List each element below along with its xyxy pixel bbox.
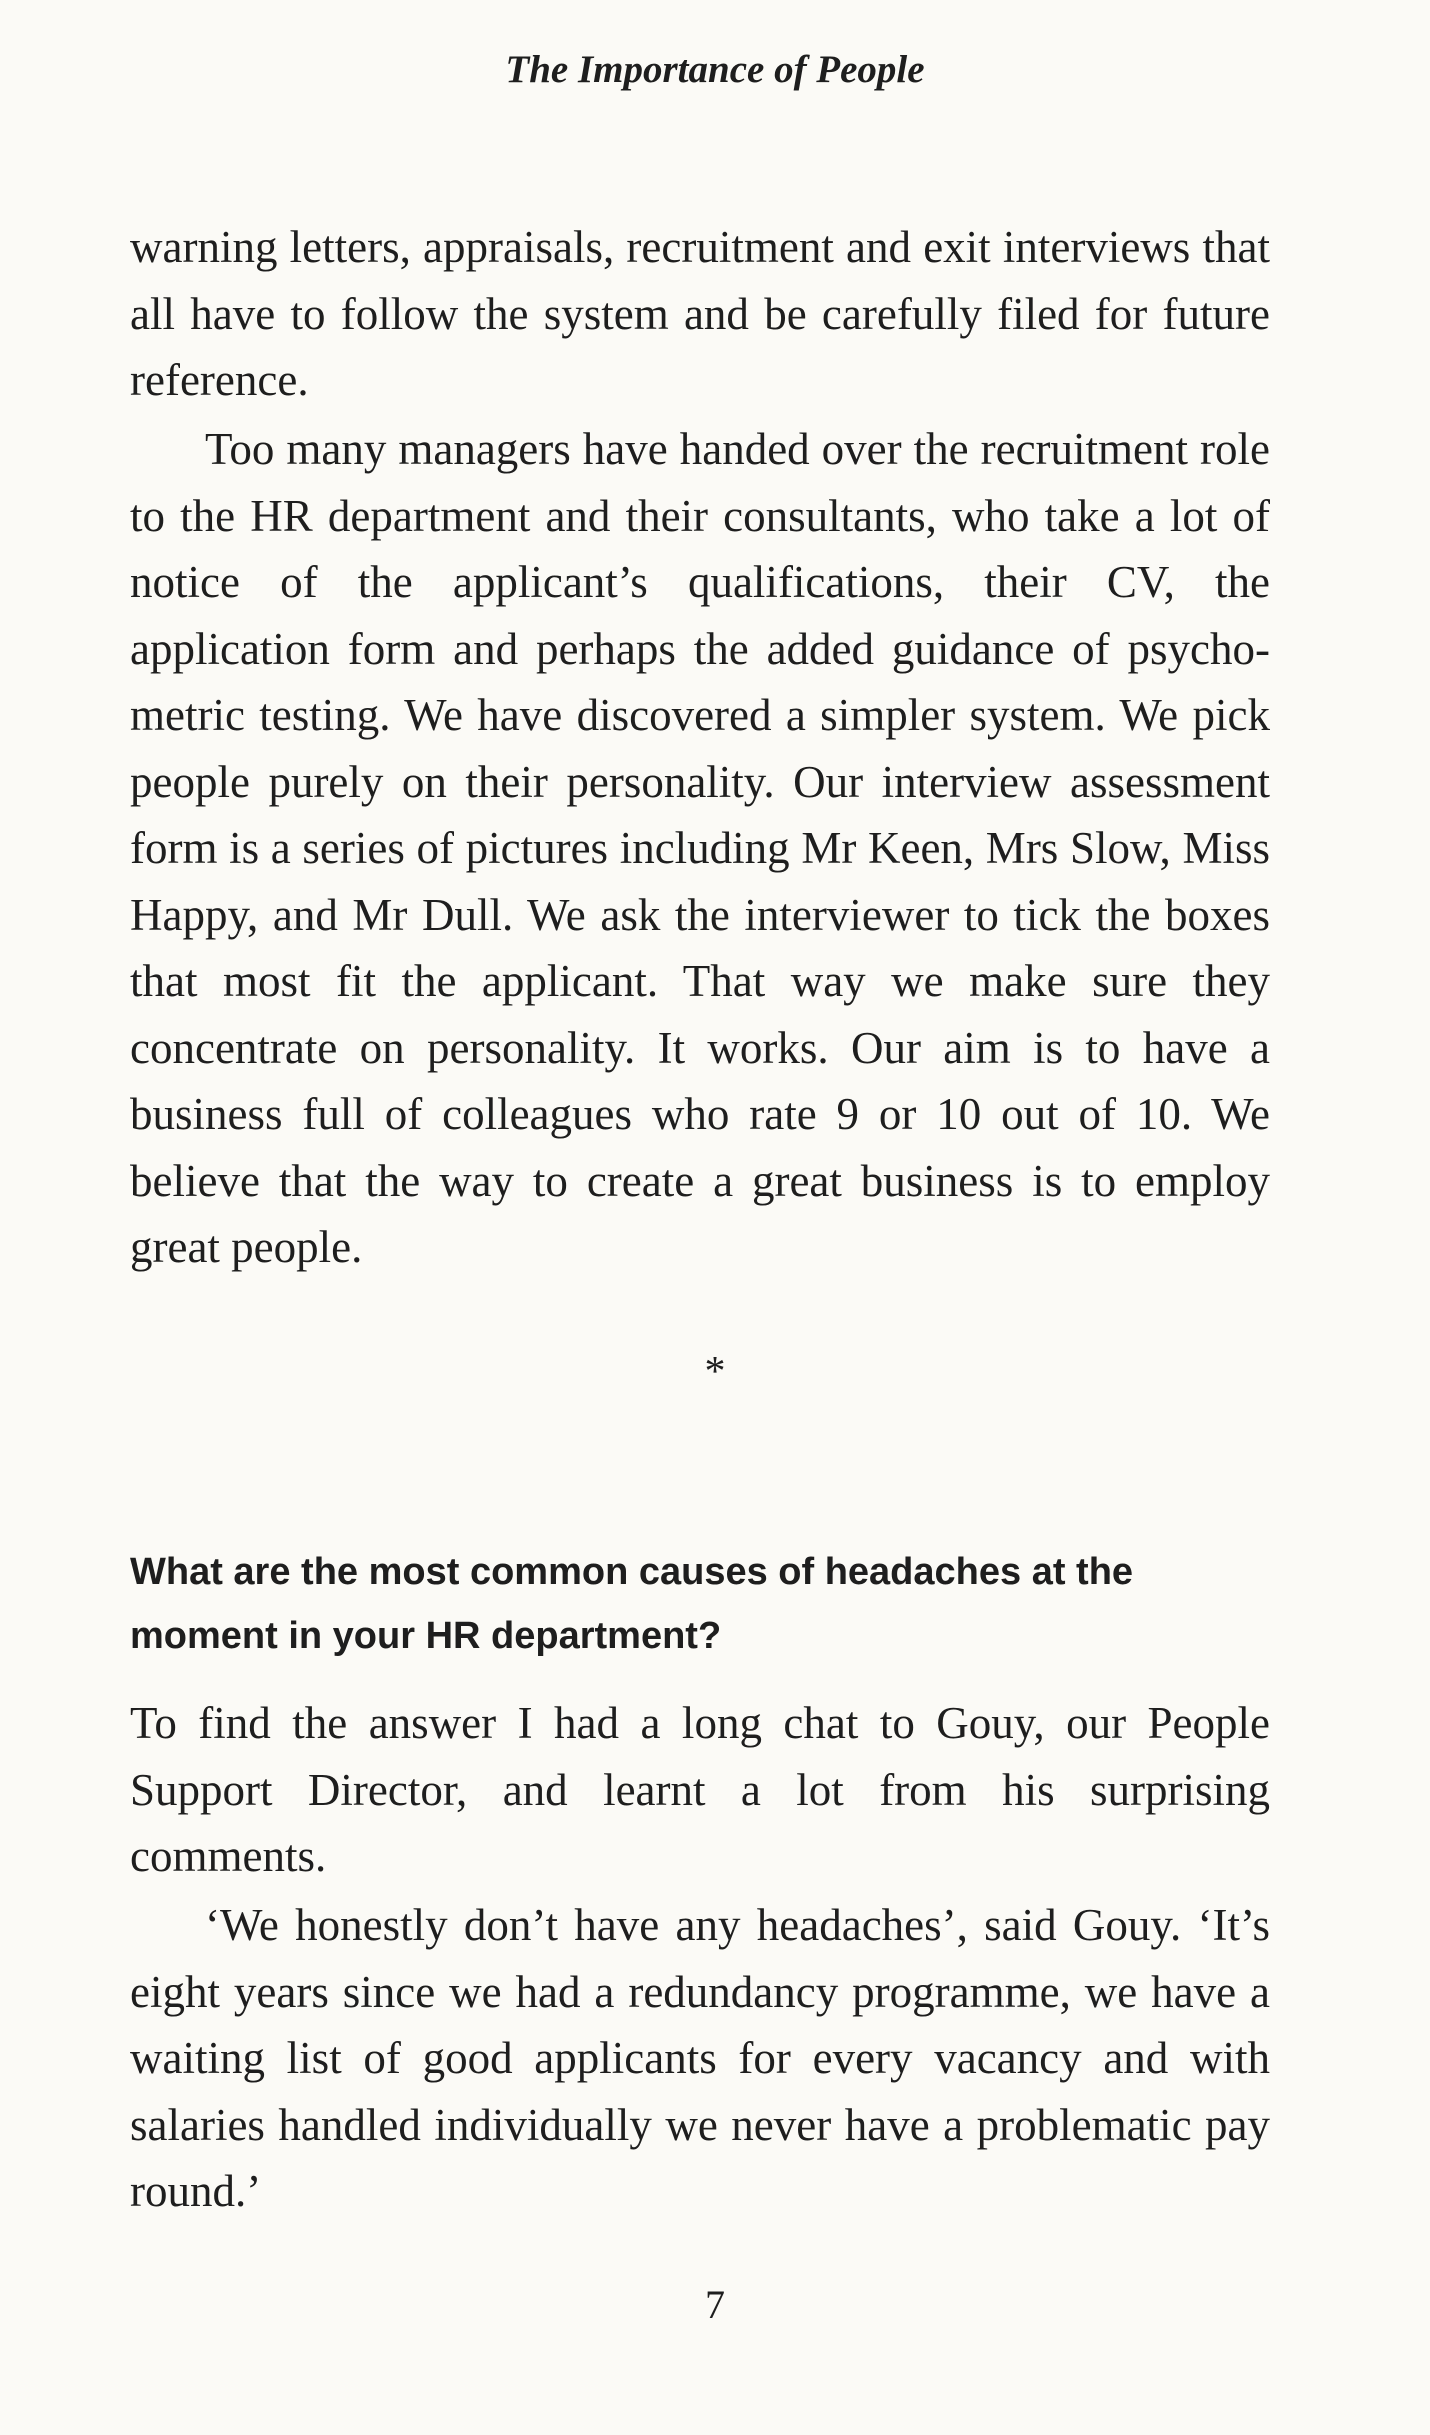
section-question-heading: What are the most common causes of headaches at the moment in your HR department? bbox=[130, 1551, 1134, 1657]
body-paragraph: To find the answer I had a long chat to Gouy, our People Support Director, and learnt a lot from his surprising comments. bbox=[130, 1698, 1270, 1881]
body-paragraph: ‘We honestly don’t have any headaches’, said Gouy. ‘It’s eight years since we had a redundancy programme, we have a waiting list of good applicants for every vacancy and with salaries handled individually we never have a problematic pay round.’ bbox=[130, 1900, 1270, 2216]
section-separator: * bbox=[704, 1349, 726, 1395]
page-number: 7 bbox=[705, 2282, 725, 2327]
body-paragraph: warning letters, appraisals, recruitment and exit interviews that all have to follow the system and be carefully filed for future reference. bbox=[130, 222, 1270, 405]
body-paragraph: Too many managers have handed over the recruitment role to the HR department and their consultants, who take a lot of notice of the applicant’s qualifications, their CV, the application form and perhaps the added guidance of psychometric testing. We have discovered a simpler system. We pick people purely on their personality. Our interview assessment form is a series of pictures including Mr Keen, Mrs Slow, Miss Happy, and Mr Dull. We ask the interviewer to tick the boxes that most fit the applicant. That way we make sure they concentrate on personality. It works. Our aim is to have a business full of colleagues who rate 9 or 10 out of 10. We believe that the way to create a great business is to employ great people. bbox=[130, 424, 1270, 1272]
running-header: The Importance of People bbox=[505, 48, 925, 91]
